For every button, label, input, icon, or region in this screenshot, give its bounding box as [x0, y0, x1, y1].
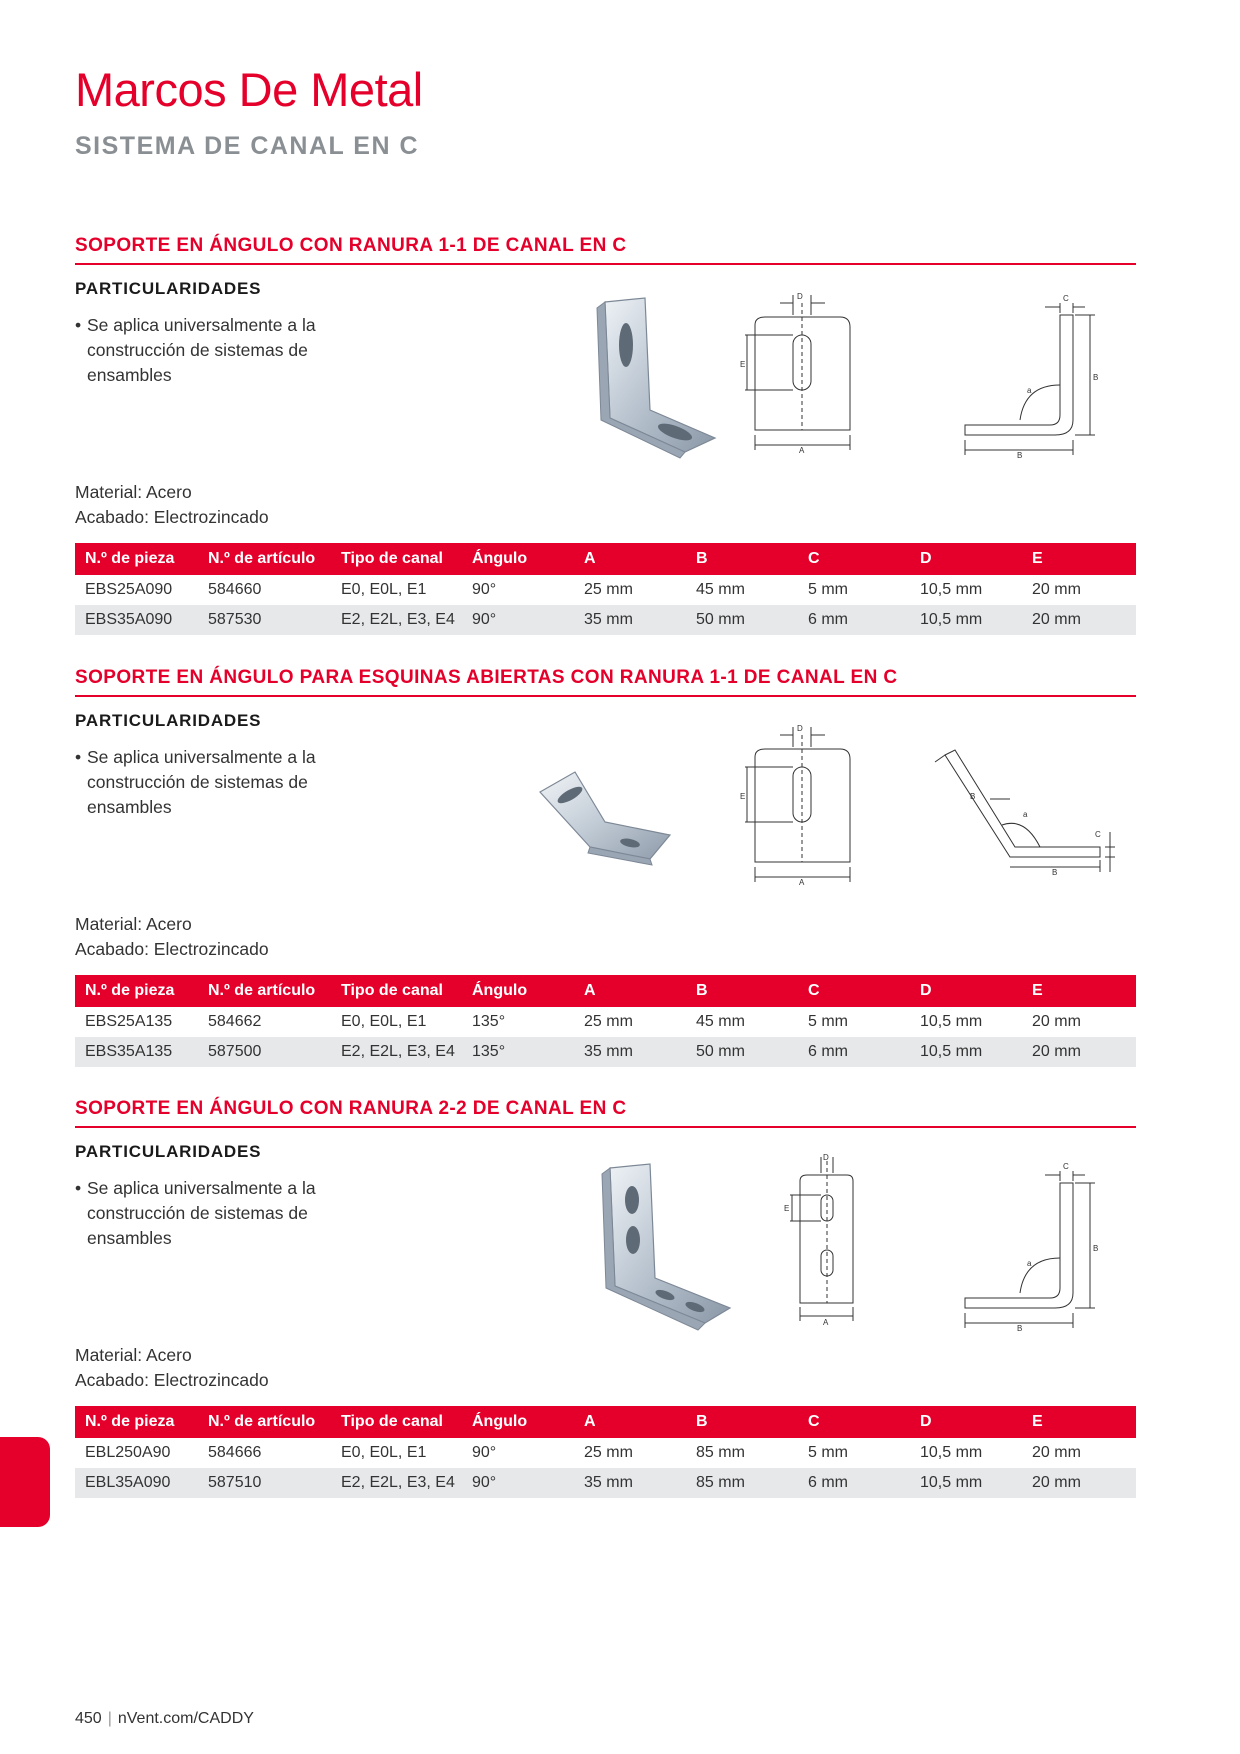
dim-label-a: A [799, 446, 805, 455]
table-cell: 85 mm [696, 1444, 745, 1461]
col-header: A [574, 543, 686, 575]
col-header: C [798, 543, 910, 575]
section-title: SOPORTE EN ÁNGULO CON RANURA 2-2 DE CANAL EN C [75, 1098, 1136, 1128]
table-cell: 587530 [198, 605, 331, 635]
col-header: C [798, 975, 910, 1007]
dim-label-b-bottom: B [1017, 1324, 1023, 1333]
col-header: A [574, 1406, 686, 1438]
table-cell: EBS35A135 [75, 1037, 198, 1067]
col-header: N.º de artículo [198, 1406, 331, 1438]
material-text: Material: Acero [75, 914, 192, 934]
page-subtitle: SISTEMA DE CANAL EN C [75, 132, 420, 160]
table-row [75, 1037, 1136, 1067]
features-heading: PARTICULARIDADES [75, 279, 262, 298]
bracket-135-photo [530, 767, 730, 877]
col-header: N.º de pieza [75, 543, 198, 575]
table-cell: 50 mm [686, 605, 798, 635]
table-cell: 135° [462, 1037, 574, 1067]
col-header: D [910, 543, 1022, 575]
table-cell: 5 mm [808, 581, 848, 598]
dim-label-angle: a [1027, 386, 1032, 395]
table-cell: 20 mm [1032, 1444, 1081, 1461]
col-header: B [686, 543, 798, 575]
table-cell: 50 mm [686, 1037, 798, 1067]
table-cell: 10,5 mm [910, 605, 1022, 635]
table-cell: 90° [462, 1468, 574, 1498]
dim-label-e: E [740, 792, 746, 801]
col-header: Tipo de canal [331, 1406, 462, 1438]
table-cell: 135° [472, 1013, 506, 1030]
page-title: Marcos De Metal [75, 63, 423, 116]
spec-table [75, 1406, 1136, 1498]
dim-label-b: B [1093, 1244, 1099, 1253]
footer-website-link[interactable]: nVent.com/CADDY [117, 1710, 254, 1727]
footer-separator: | [107, 1710, 112, 1727]
dim-label-d: D [797, 724, 803, 733]
table-cell: 5 mm [808, 1444, 848, 1461]
table-cell: 35 mm [574, 1468, 686, 1498]
table-cell: 10,5 mm [920, 1013, 983, 1030]
table-cell: 45 mm [696, 581, 745, 598]
table-cell: 25 mm [584, 581, 633, 598]
table-cell: 10,5 mm [920, 1444, 983, 1461]
table-cell: EBS35A090 [75, 605, 198, 635]
table-cell: 584666 [208, 1444, 262, 1461]
bracket-front-2-2-diagram [775, 1153, 885, 1333]
material-text: Material: Acero [75, 482, 192, 502]
col-header: N.º de pieza [75, 975, 198, 1007]
table-cell: E2, E2L, E3, E4 [331, 1468, 462, 1498]
table-cell: 10,5 mm [920, 581, 983, 598]
dim-label-a: A [823, 1318, 829, 1327]
dim-label-angle: a [1027, 1259, 1032, 1268]
table-row [75, 1007, 1136, 1037]
feature-bullet: • Se aplica universalmente a la construcción de sistemas de ensambles [75, 745, 347, 820]
product-section-1 [75, 235, 1136, 628]
table-cell: 35 mm [574, 605, 686, 635]
page-number: 450 [75, 1710, 102, 1727]
col-header: B [686, 975, 798, 1007]
bracket-90-photo [515, 290, 745, 460]
table-cell: 10,5 mm [910, 1037, 1022, 1067]
col-header: E [1022, 975, 1136, 1007]
table-cell: E0, E0L, E1 [341, 1013, 427, 1030]
dim-label-e: E [784, 1204, 790, 1213]
dim-label-a: A [799, 878, 805, 887]
table-cell: 6 mm [798, 605, 910, 635]
table-row [75, 1468, 1136, 1498]
bracket-side-diagram [955, 285, 1105, 460]
table-cell: 20 mm [1022, 605, 1136, 635]
table-cell: 25 mm [584, 1013, 633, 1030]
table-cell: E2, E2L, E3, E4 [331, 1037, 462, 1067]
col-header: B [686, 1406, 798, 1438]
table-cell: 587510 [198, 1468, 331, 1498]
table-cell: 35 mm [574, 1037, 686, 1067]
table-row [75, 605, 1136, 635]
col-header: N.º de pieza [75, 1406, 198, 1438]
feature-bullet: • Se aplica universalmente a la construcción de sistemas de ensambles [75, 313, 347, 388]
col-header: Tipo de canal [331, 543, 462, 575]
col-header: Tipo de canal [331, 975, 462, 1007]
bracket-front-diagram [735, 717, 875, 892]
table-cell: 6 mm [798, 1037, 910, 1067]
table-cell: EBL250A90 [85, 1444, 171, 1461]
col-header: E [1022, 543, 1136, 575]
finish-text: Acabado: Electrozincado [75, 507, 269, 527]
table-cell: E0, E0L, E1 [341, 581, 427, 598]
dim-label-e: E [740, 360, 746, 369]
finish-text: Acabado: Electrozincado [75, 1370, 269, 1390]
table-cell: 20 mm [1022, 1037, 1136, 1067]
spec-table [75, 543, 1136, 635]
product-section-2 [75, 667, 1136, 1060]
table-cell: EBS25A135 [85, 1013, 173, 1030]
col-header: C [798, 1406, 910, 1438]
dim-label-c: C [1063, 1162, 1069, 1171]
spec-table [75, 975, 1136, 1067]
table-header-row [75, 975, 1136, 1007]
col-header: N.º de artículo [198, 975, 331, 1007]
col-header: D [910, 1406, 1022, 1438]
col-header: E [1022, 1406, 1136, 1438]
bracket-135-side-diagram [930, 737, 1120, 877]
col-header: N.º de artículo [198, 543, 331, 575]
dim-label-c: C [1095, 830, 1101, 839]
bracket-2-2-photo [515, 1158, 745, 1333]
dim-label-d: D [797, 292, 803, 301]
table-cell: 45 mm [696, 1013, 745, 1030]
table-cell: E0, E0L, E1 [341, 1444, 427, 1461]
table-cell: 20 mm [1032, 581, 1081, 598]
col-header: D [910, 975, 1022, 1007]
col-header: Ángulo [462, 543, 574, 575]
table-cell: 10,5 mm [910, 1468, 1022, 1498]
bracket-front-diagram [735, 285, 875, 460]
dim-label-angle: a [1023, 810, 1028, 819]
table-cell: 25 mm [584, 1444, 633, 1461]
product-section-3 [75, 1098, 1136, 1491]
table-cell: 90° [472, 581, 497, 598]
table-cell: 20 mm [1022, 1468, 1136, 1498]
section-title: SOPORTE EN ÁNGULO CON RANURA 1-1 DE CANAL EN C [75, 235, 1136, 265]
col-header: Ángulo [462, 975, 574, 1007]
page-footer [75, 1710, 254, 1728]
features-heading: PARTICULARIDADES [75, 711, 262, 730]
table-cell: 584662 [208, 1013, 262, 1030]
table-row [75, 575, 1136, 605]
chapter-side-tab [0, 1437, 50, 1527]
table-cell: 5 mm [808, 1013, 848, 1030]
table-row [75, 1438, 1136, 1468]
dim-label-c: C [1063, 294, 1069, 303]
dim-label-b-bottom: B [1052, 868, 1058, 877]
table-cell: 587500 [198, 1037, 331, 1067]
dim-label-d: D [823, 1153, 829, 1162]
section-title: SOPORTE EN ÁNGULO PARA ESQUINAS ABIERTAS CON RANURA 1-1 DE CANAL EN C [75, 667, 1136, 697]
table-cell: EBS25A090 [85, 581, 173, 598]
table-cell: E2, E2L, E3, E4 [331, 605, 462, 635]
table-cell: 6 mm [798, 1468, 910, 1498]
dim-label-b-bottom: B [1017, 451, 1023, 460]
features-heading: PARTICULARIDADES [75, 1142, 262, 1161]
table-cell: 90° [462, 605, 574, 635]
table-cell: 584660 [208, 581, 262, 598]
table-header-row [75, 543, 1136, 575]
table-cell: 85 mm [686, 1468, 798, 1498]
table-cell: 20 mm [1032, 1013, 1081, 1030]
table-cell: 90° [472, 1444, 497, 1461]
col-header: Ángulo [462, 1406, 574, 1438]
col-header: A [574, 975, 686, 1007]
table-header-row [75, 1406, 1136, 1438]
dim-label-b: B [1093, 373, 1099, 382]
finish-text: Acabado: Electrozincado [75, 939, 269, 959]
dim-label-b: B [970, 792, 976, 801]
bracket-side-diagram [955, 1153, 1105, 1333]
material-text: Material: Acero [75, 1345, 192, 1365]
feature-bullet: • Se aplica universalmente a la construcción de sistemas de ensambles [75, 1176, 347, 1251]
table-cell: EBL35A090 [75, 1468, 198, 1498]
